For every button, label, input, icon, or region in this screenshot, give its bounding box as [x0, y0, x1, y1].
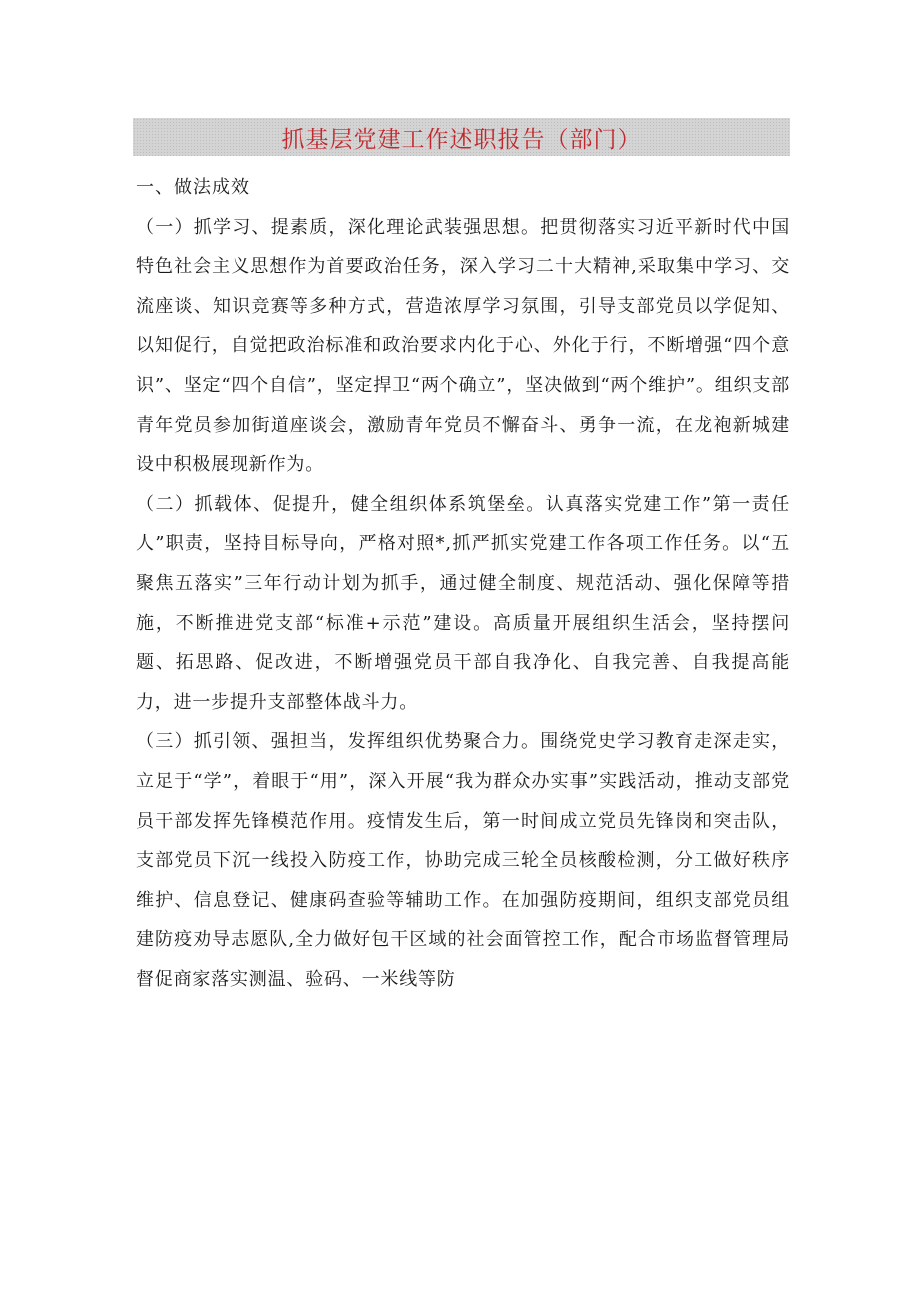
paragraph-1: （一）抓学习、提素质，深化理论武装强思想。把贯彻落实习近平新时代中国特色社会主义思想作为首要政治任务，深入学习二十大精神,采取集中学习、交流座谈、知识竞赛等多种方式，营造浓厚学习氛围，引导支部党员以学促知、以知促行，自觉把政治标准和政治要求内化于心、外化于行，不断增强“四个意识”、坚定“四个自信”，坚定捍卫“两个确立”，坚决做到“两个维护”。组织支部青年党员参加街道座谈会，激励青年党员不懈奋斗、勇争一流，在龙袍新城建设中积极展现新作为。: [136, 216, 790, 476]
document-title: 抓基层党建工作述职报告（部门）: [281, 126, 642, 153]
section-heading: 一、做法成效: [136, 177, 250, 198]
paragraph-2: （二）抓载体、促提升，健全组织体系筑堡垒。认真落实党建工作”第一责任人”职责，坚持目标导向，严格对照*,抓严抓实党建工作各项工作任务。以“五聚焦五落实”三年行动计划为抓手，通过健全制度、规范活动、强化保障等措施，不断推进党支部“标准+示范”建设。高质量开展组织生活会，坚持摆问题、拓思路、促改进，不断增强党员干部自我净化、自我完善、自我提高能力，进一步提升支部整体战斗力。: [136, 493, 790, 713]
title-band: [133, 118, 790, 156]
document-body: [136, 168, 790, 999]
paragraph-3: （三）抓引领、强担当，发挥组织优势聚合力。围绕党史学习教育走深走实，立足于“学”，着眼于“用”，深入开展“我为群众办实事”实践活动，推动支部党员干部发挥先锋模范作用。疫情发生后，第一时间成立党员先锋岗和突击队，支部党员下沉一线投入防疫工作，协助完成三轮全员核酸检测，分工做好秩序维护、信息登记、健康码查验等辅助工作。在加强防疫期间，组织支部党员组建防疫劝导志愿队,全力做好包干区域的社会面管控工作，配合市场监督管理局督促商家落实测温、验码、一米线等防: [136, 731, 790, 990]
